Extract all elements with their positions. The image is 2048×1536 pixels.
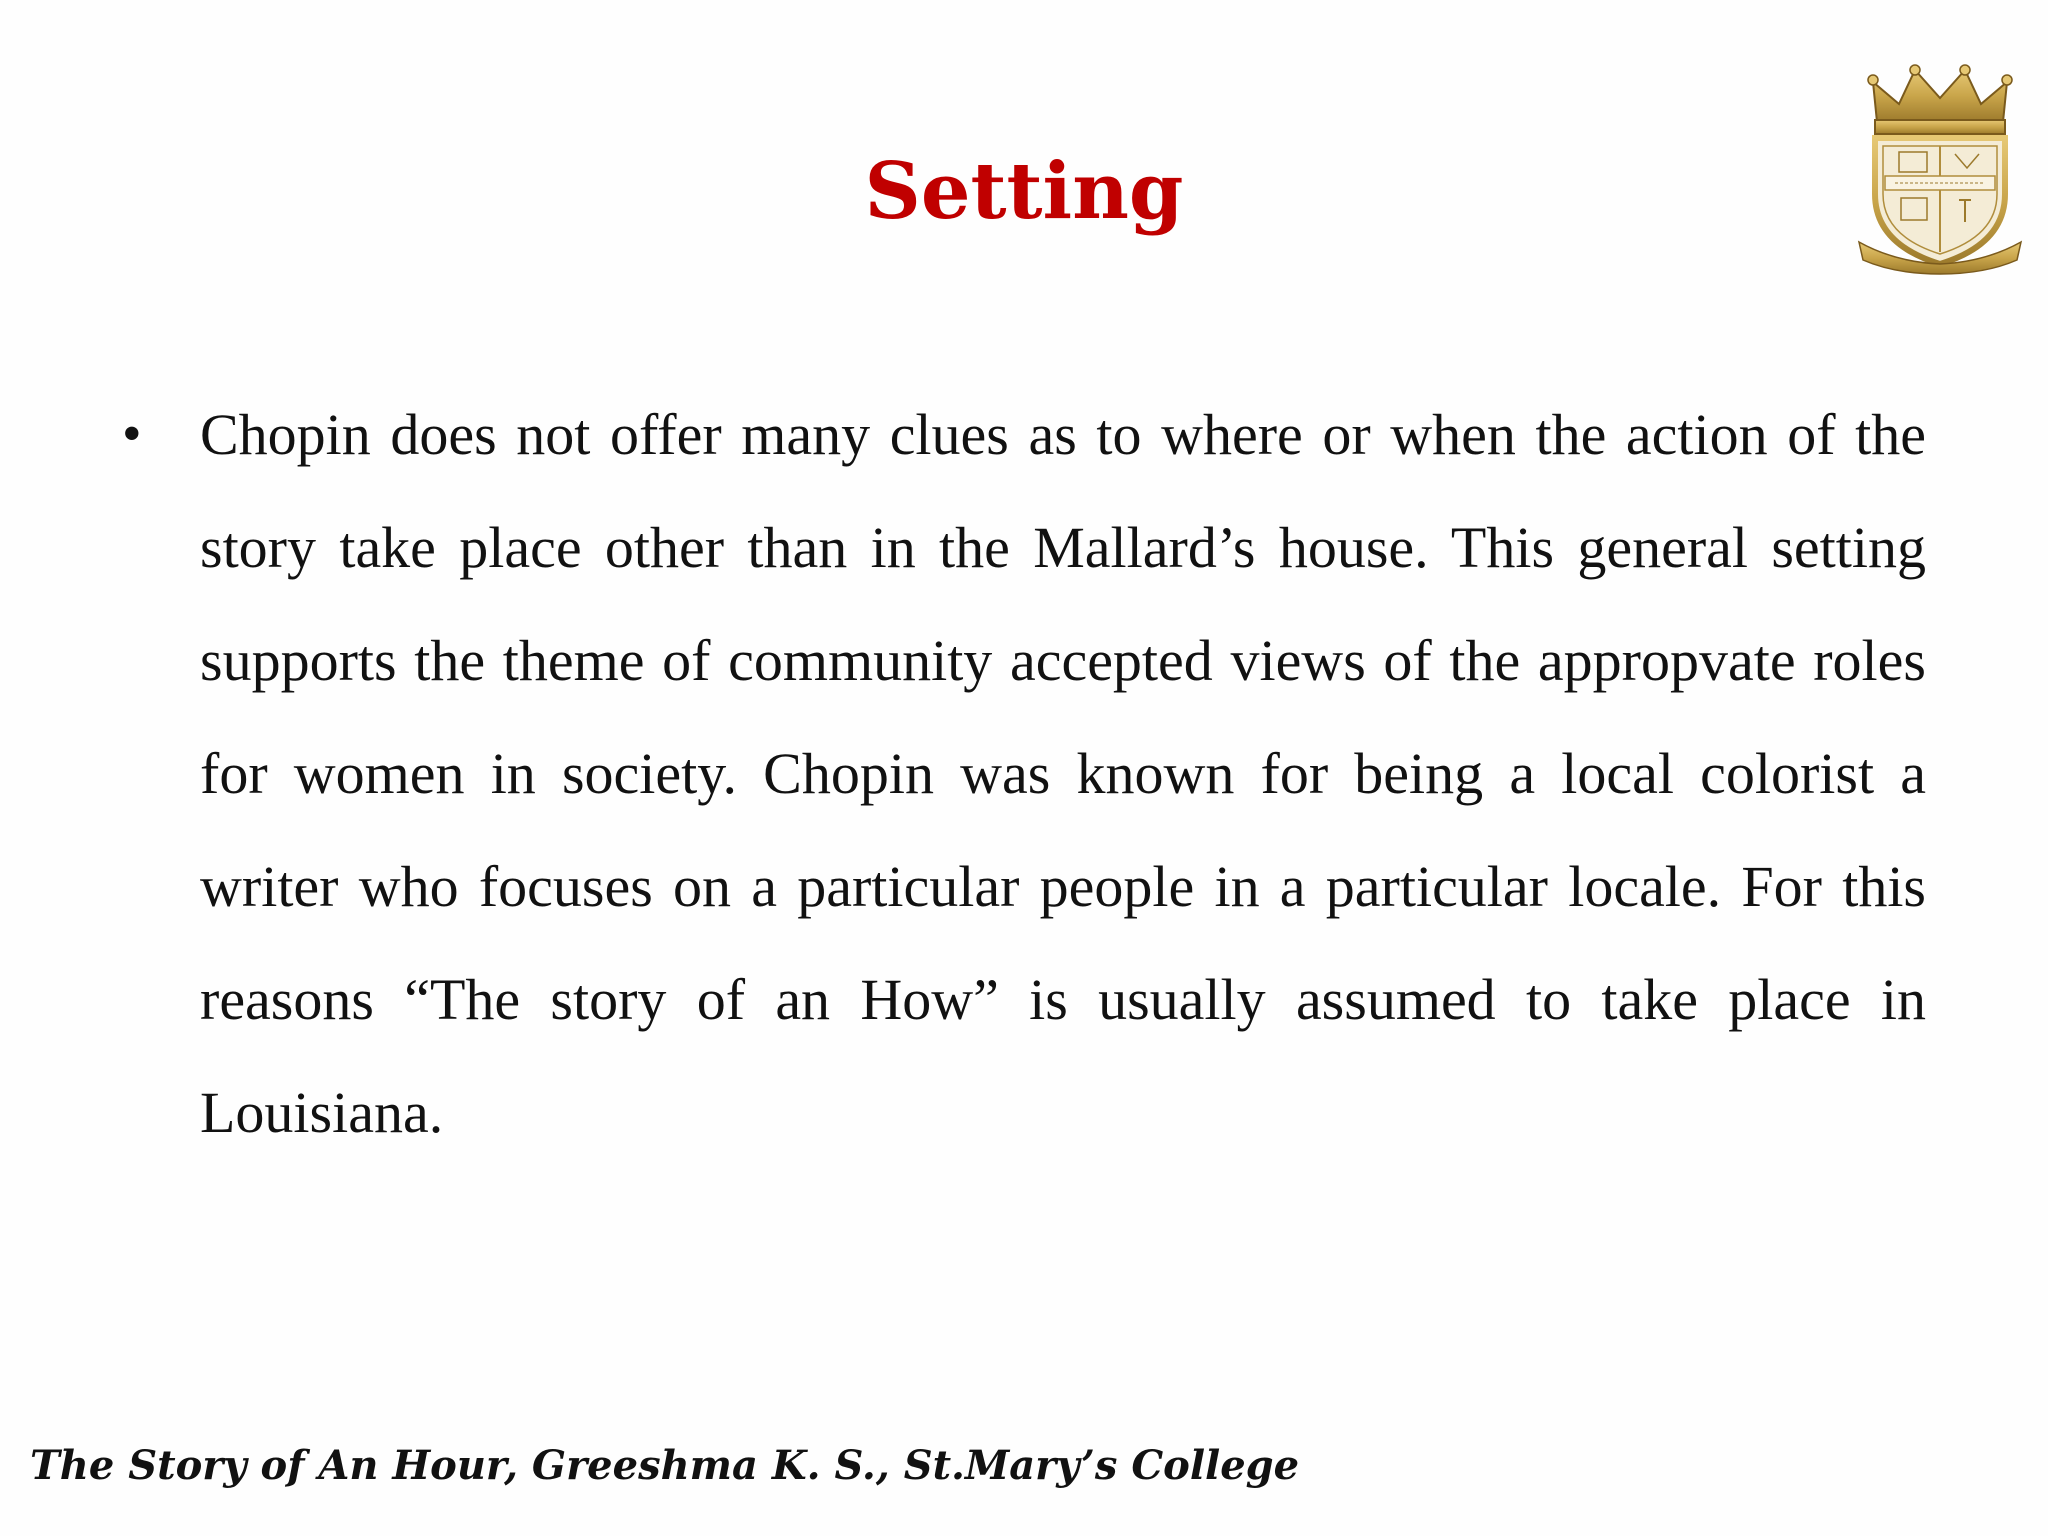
crown-icon [1868, 65, 2012, 134]
college-crest-logo [1855, 64, 2025, 276]
bullet-text: Chopin does not offer many clues as to where or when the action of the story take place other than in the Mallard’s house. This general setting supports the theme of community accepted views of the appropvate roles for women in society. Chopin was known for being a local colorist a writer who focuses on a particular people in a particular locale. For this reasons “The story of an How” is usually assumed to take place in Louisiana. [200, 402, 1926, 1145]
bullet-item [116, 378, 1926, 1169]
slide-footer: The Story of An Hour, Greeshma K. S., St.Mary’s College [30, 1442, 1300, 1489]
slide-title: Setting [864, 146, 1184, 237]
bullet-icon: • [122, 403, 142, 465]
bullet-list [116, 378, 1926, 1169]
shield-icon [1875, 138, 2005, 264]
